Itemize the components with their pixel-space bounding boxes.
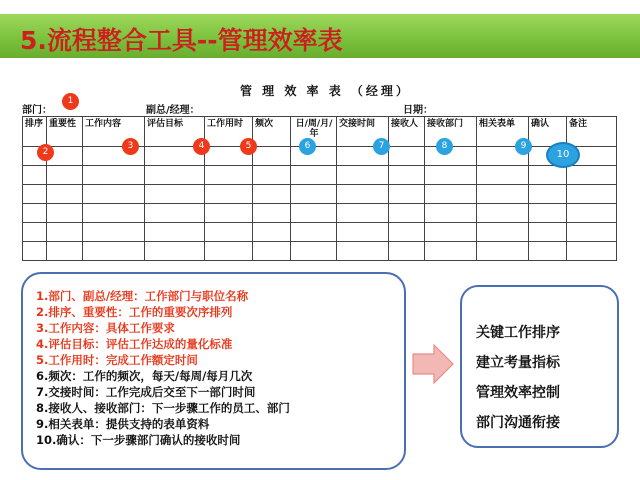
table-cell[interactable] [389, 242, 425, 261]
summary-item: 部门沟通衔接 [476, 415, 560, 431]
table-cell[interactable] [253, 185, 291, 204]
marker-6: 6 [299, 138, 316, 155]
table-cell[interactable] [205, 242, 253, 261]
table-header-cell: 确认 [529, 117, 567, 147]
table-cell[interactable] [389, 147, 425, 166]
table-header-cell: 工作用时 [205, 117, 253, 147]
table-cell[interactable] [145, 185, 205, 204]
table-cell[interactable] [145, 242, 205, 261]
table-cell[interactable] [253, 242, 291, 261]
summary-item: 关键工作排序 [476, 325, 560, 341]
table-cell[interactable] [477, 185, 529, 204]
table-cell[interactable] [23, 242, 47, 261]
table-cell[interactable] [337, 223, 389, 242]
table-cell[interactable] [291, 204, 337, 223]
table-cell[interactable] [205, 204, 253, 223]
table-cell[interactable] [83, 166, 145, 185]
table-cell[interactable] [47, 223, 83, 242]
table-cell[interactable] [23, 166, 47, 185]
legend-item: 3.工作内容：具体工作要求 [36, 321, 175, 335]
table-cell[interactable] [47, 185, 83, 204]
table-cell[interactable] [529, 185, 567, 204]
table-row [23, 204, 617, 223]
table-header-cell: 接收人 [389, 117, 425, 147]
marker-9: 9 [515, 138, 532, 155]
marker-3: 3 [122, 138, 139, 155]
form-title: 管 理 效 率 表 （经理） [240, 84, 411, 98]
table-cell[interactable] [567, 223, 617, 242]
table-row [23, 242, 617, 261]
table-row [23, 166, 617, 185]
table-cell[interactable] [291, 223, 337, 242]
legend-item: 2.排序、重要性：工作的重要次序排列 [36, 305, 233, 319]
table-header-cell: 评估目标 [145, 117, 205, 147]
table-cell[interactable] [425, 166, 477, 185]
table-cell[interactable] [477, 204, 529, 223]
table-cell[interactable] [567, 204, 617, 223]
efficiency-table [22, 116, 617, 261]
table-header-cell: 日/周/月/年 [291, 117, 337, 147]
table-header-cell: 接收部门 [425, 117, 477, 147]
table-cell[interactable] [389, 204, 425, 223]
table-header-cell: 备注 [567, 117, 617, 147]
table-cell[interactable] [567, 242, 617, 261]
table-row [23, 223, 617, 242]
table-cell[interactable] [47, 166, 83, 185]
table-cell[interactable] [205, 185, 253, 204]
marker-1: 1 [62, 93, 79, 110]
table-cell[interactable] [83, 204, 145, 223]
vp-label: 副总/经理： [146, 105, 200, 116]
table-cell[interactable] [529, 242, 567, 261]
legend-item: 10.确认：下一步骤部门确认的接收时间 [36, 433, 241, 447]
table-cell[interactable] [145, 204, 205, 223]
legend-item: 7.交接时间：工作完成后交至下一部门时间 [36, 385, 256, 399]
table-cell[interactable] [337, 166, 389, 185]
table-cell[interactable] [291, 185, 337, 204]
table-cell[interactable] [83, 242, 145, 261]
table-cell[interactable] [145, 166, 205, 185]
table-cell[interactable] [23, 185, 47, 204]
legend-item: 6.频次：工作的频次，每天/每周/每月几次 [36, 369, 253, 383]
table-cell[interactable] [529, 166, 567, 185]
date-label: 日期： [403, 105, 433, 116]
table-cell[interactable] [253, 223, 291, 242]
legend-item: 1.部门、副总/经理：工作部门与职位名称 [36, 289, 249, 303]
table-cell[interactable] [425, 223, 477, 242]
dept-label: 部门： [22, 105, 52, 116]
legend-item: 9.相关表单：提供支持的表单资料 [36, 417, 210, 431]
table-cell[interactable] [83, 223, 145, 242]
table-cell[interactable] [337, 185, 389, 204]
table-cell[interactable] [477, 242, 529, 261]
table-header-cell: 重要性 [47, 117, 83, 147]
table-cell[interactable] [389, 185, 425, 204]
table-header-cell: 频次 [253, 117, 291, 147]
table-header-cell: 工作内容 [83, 117, 145, 147]
table-cell[interactable] [425, 242, 477, 261]
marker-7: 7 [373, 138, 390, 155]
slide-title: 5.流程整合工具--管理效率表 [20, 26, 343, 55]
table-cell[interactable] [477, 166, 529, 185]
table-cell[interactable] [205, 166, 253, 185]
table-cell[interactable] [477, 223, 529, 242]
summary-list [476, 318, 560, 438]
table-cell[interactable] [337, 242, 389, 261]
summary-item: 建立考量指标 [476, 355, 560, 371]
table-cell[interactable] [47, 204, 83, 223]
legend-item: 8.接收人、接收部门：下一步骤工作的员工、部门 [36, 401, 290, 415]
summary-item: 管理效率控制 [476, 385, 560, 401]
table-cell[interactable] [425, 185, 477, 204]
table-cell[interactable] [23, 223, 47, 242]
legend-list [36, 288, 290, 448]
right-arrow-icon [412, 344, 454, 384]
table-cell[interactable] [291, 166, 337, 185]
table-cell[interactable] [253, 204, 291, 223]
table-cell[interactable] [291, 242, 337, 261]
legend-item: 5.工作用时：完成工作额定时间 [36, 353, 198, 367]
table-cell[interactable] [253, 147, 291, 166]
table-cell[interactable] [389, 223, 425, 242]
table-header-cell: 相关表单 [477, 117, 529, 147]
table-cell[interactable] [425, 204, 477, 223]
marker-5: 5 [240, 138, 257, 155]
table-header-cell: 交接时间 [337, 117, 389, 147]
legend-item: 4.评估目标：评估工作达成的量化标准 [36, 337, 233, 351]
table-cell[interactable] [83, 185, 145, 204]
table-cell[interactable] [205, 223, 253, 242]
table-cell[interactable] [145, 223, 205, 242]
table-cell[interactable] [529, 223, 567, 242]
marker-2: 2 [37, 144, 54, 161]
table-header-cell: 排序 [23, 117, 47, 147]
table-row [23, 185, 617, 204]
table-cell[interactable] [253, 166, 291, 185]
table-cell[interactable] [389, 166, 425, 185]
marker-10: 10 [546, 142, 580, 168]
table-cell[interactable] [337, 204, 389, 223]
marker-4: 4 [193, 138, 210, 155]
table-cell[interactable] [47, 242, 83, 261]
table-cell[interactable] [23, 204, 47, 223]
marker-8: 8 [436, 138, 453, 155]
table-cell[interactable] [567, 185, 617, 204]
table-cell[interactable] [529, 204, 567, 223]
table-cell[interactable] [567, 166, 617, 185]
